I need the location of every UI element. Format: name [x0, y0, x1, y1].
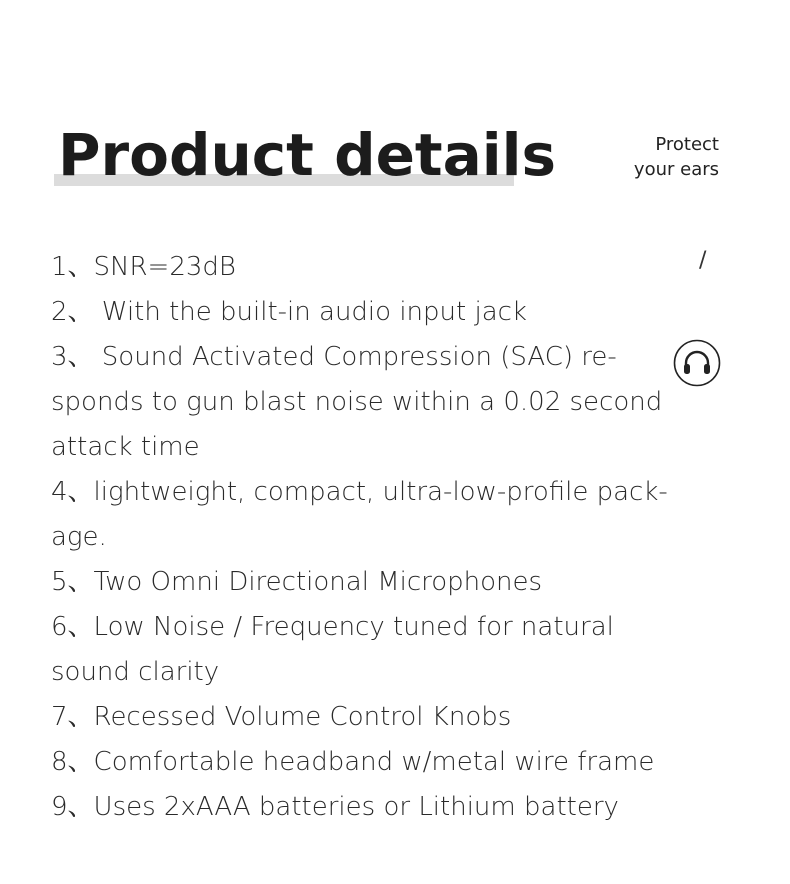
feature-item-6 [51, 605, 661, 695]
feature-list [51, 245, 668, 830]
title-block [54, 120, 557, 190]
feature-text-line: 7、Recessed Volume Control Knobs [51, 702, 512, 732]
feature-text-line: age. [51, 522, 107, 552]
slash-decoration: / [699, 248, 707, 273]
feature-item-8 [51, 740, 661, 785]
tagline-line-1: Protect [655, 134, 719, 155]
feature-text-line: 3、 Sound Activated Compression (SAC) re- [51, 342, 617, 372]
feature-text-line: attack time [51, 432, 200, 462]
feature-item-7 [51, 695, 661, 740]
feature-item-4 [51, 470, 668, 560]
feature-text-line: 5、Two Omni Directional Microphones [51, 567, 543, 597]
feature-item-5 [51, 560, 661, 605]
feature-text-line: 9、Uses 2xAAA batteries or Lithium battery [51, 792, 619, 822]
feature-text-line: 6、Low Noise / Frequency tuned for natural [51, 612, 614, 642]
tagline-line-2: your ears [633, 159, 719, 180]
feature-item-9 [51, 785, 661, 830]
feature-text-line: 2、 With the built-in audio input jack [51, 297, 527, 327]
tagline [634, 132, 719, 182]
feature-text-line: sound clarity [51, 657, 220, 687]
headphones-icon [673, 339, 721, 387]
feature-item-1 [51, 245, 661, 290]
feature-text-line: 1、SNR=23dB [51, 252, 236, 282]
feature-item-2 [51, 290, 661, 335]
feature-text-line: 4、lightweight, compact, ultra-low-profile pack- [51, 477, 668, 507]
feature-item-3 [51, 335, 661, 470]
page-title: Product details [58, 121, 557, 189]
feature-text-line: 8、Comfortable headband w/metal wire frame [51, 747, 655, 777]
feature-text-line: sponds to gun blast noise within a 0.02 second [51, 387, 663, 417]
